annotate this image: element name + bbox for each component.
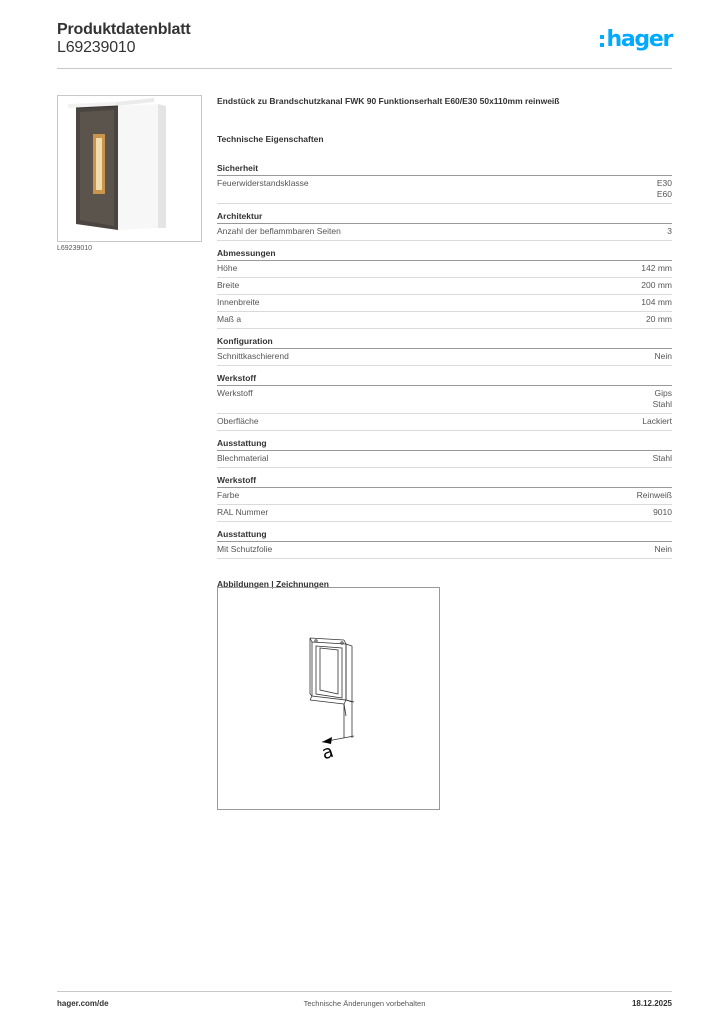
group-title: Abmessungen — [217, 241, 672, 261]
property-value: Stahl — [652, 453, 672, 463]
property-label: Schnittkaschierend — [217, 351, 289, 361]
property-value: E60 — [656, 189, 672, 199]
property-row — [217, 176, 672, 204]
property-value: 142 mm — [641, 263, 672, 273]
property-value: 3 — [667, 226, 672, 236]
property-value: Lackiert — [642, 416, 672, 426]
property-values — [653, 453, 672, 464]
property-row — [217, 386, 672, 414]
property-label: Maß a — [217, 314, 242, 324]
property-label: Oberfläche — [217, 416, 259, 426]
property-values — [641, 280, 672, 291]
product-image-frame — [57, 95, 202, 242]
product-properties — [217, 96, 672, 589]
property-values — [637, 490, 672, 501]
product-photo-icon — [58, 96, 201, 241]
property-label: Höhe — [217, 263, 238, 273]
property-label: Werkstoff — [217, 388, 253, 398]
property-value: E30 — [656, 178, 672, 188]
technical-drawing-frame — [217, 587, 440, 810]
property-label: Breite — [217, 280, 240, 290]
property-row — [217, 224, 672, 241]
group-title: Architektur — [217, 204, 672, 224]
footer-date: 18.12.2025 — [631, 999, 672, 1008]
property-row — [217, 542, 672, 559]
property-values — [655, 351, 672, 362]
group-title: Werkstoff — [217, 366, 672, 386]
property-value: Reinweiß — [636, 490, 672, 500]
figures-heading: Abbildungen | Zeichnungen — [217, 579, 329, 589]
property-values — [641, 263, 672, 274]
page-footer — [57, 991, 672, 1015]
group-title: Werkstoff — [217, 468, 672, 488]
group-title: Ausstattung — [217, 431, 672, 451]
property-label: Blechmaterial — [217, 453, 269, 463]
property-value: 104 mm — [641, 297, 672, 307]
property-value: Stahl — [652, 399, 672, 409]
footer-note: Technische Änderungen vorbehalten — [303, 999, 426, 1008]
property-value: 200 mm — [641, 280, 672, 290]
page-header — [57, 21, 672, 69]
property-values — [653, 507, 672, 518]
dimension-label: a — [319, 740, 337, 765]
logo-dots-icon — [600, 35, 604, 47]
property-values — [655, 544, 672, 555]
property-values — [642, 416, 672, 427]
property-values — [657, 178, 672, 200]
property-value: 20 mm — [646, 314, 672, 324]
property-label: Farbe — [217, 490, 240, 500]
property-label: Feuerwiderstandsklasse — [217, 178, 309, 188]
properties-heading: Technische Eigenschaften — [217, 134, 324, 144]
document-title: Produktdatenblatt — [57, 21, 191, 38]
property-values — [667, 226, 672, 237]
property-row — [217, 261, 672, 278]
property-row — [217, 295, 672, 312]
property-row — [217, 451, 672, 468]
property-label: Mit Schutzfolie — [217, 544, 273, 554]
property-label: Anzahl der beflammbaren Seiten — [217, 226, 341, 236]
group-title: Ausstattung — [217, 522, 672, 542]
group-title: Sicherheit — [217, 156, 672, 176]
property-row — [217, 349, 672, 366]
property-values — [646, 314, 672, 325]
group-title: Konfiguration — [217, 329, 672, 349]
property-value: Gips — [654, 388, 672, 398]
product-image-caption: L69239010 — [57, 245, 93, 252]
property-label: Innenbreite — [217, 297, 260, 307]
property-value: Nein — [654, 544, 672, 554]
property-row — [217, 278, 672, 295]
footer-url-link[interactable]: hager.com/de — [57, 999, 109, 1008]
property-value: 9010 — [653, 507, 672, 517]
property-label: RAL Nummer — [217, 507, 269, 517]
property-row — [217, 312, 672, 329]
technical-drawing-icon — [218, 588, 439, 809]
property-groups — [217, 156, 672, 559]
property-row — [217, 488, 672, 505]
property-row — [217, 414, 672, 431]
property-values — [641, 297, 672, 308]
hager-logo — [600, 27, 672, 53]
property-value: Nein — [654, 351, 672, 361]
document-article-number: L69239010 — [57, 39, 136, 56]
property-row — [217, 505, 672, 522]
product-name: Endstück zu Brandschutzkanal FWK 90 Funktionserhalt E60/E30 50x110mm reinweiß — [217, 96, 560, 106]
property-values — [653, 388, 672, 410]
logo-text: hager — [606, 27, 672, 52]
